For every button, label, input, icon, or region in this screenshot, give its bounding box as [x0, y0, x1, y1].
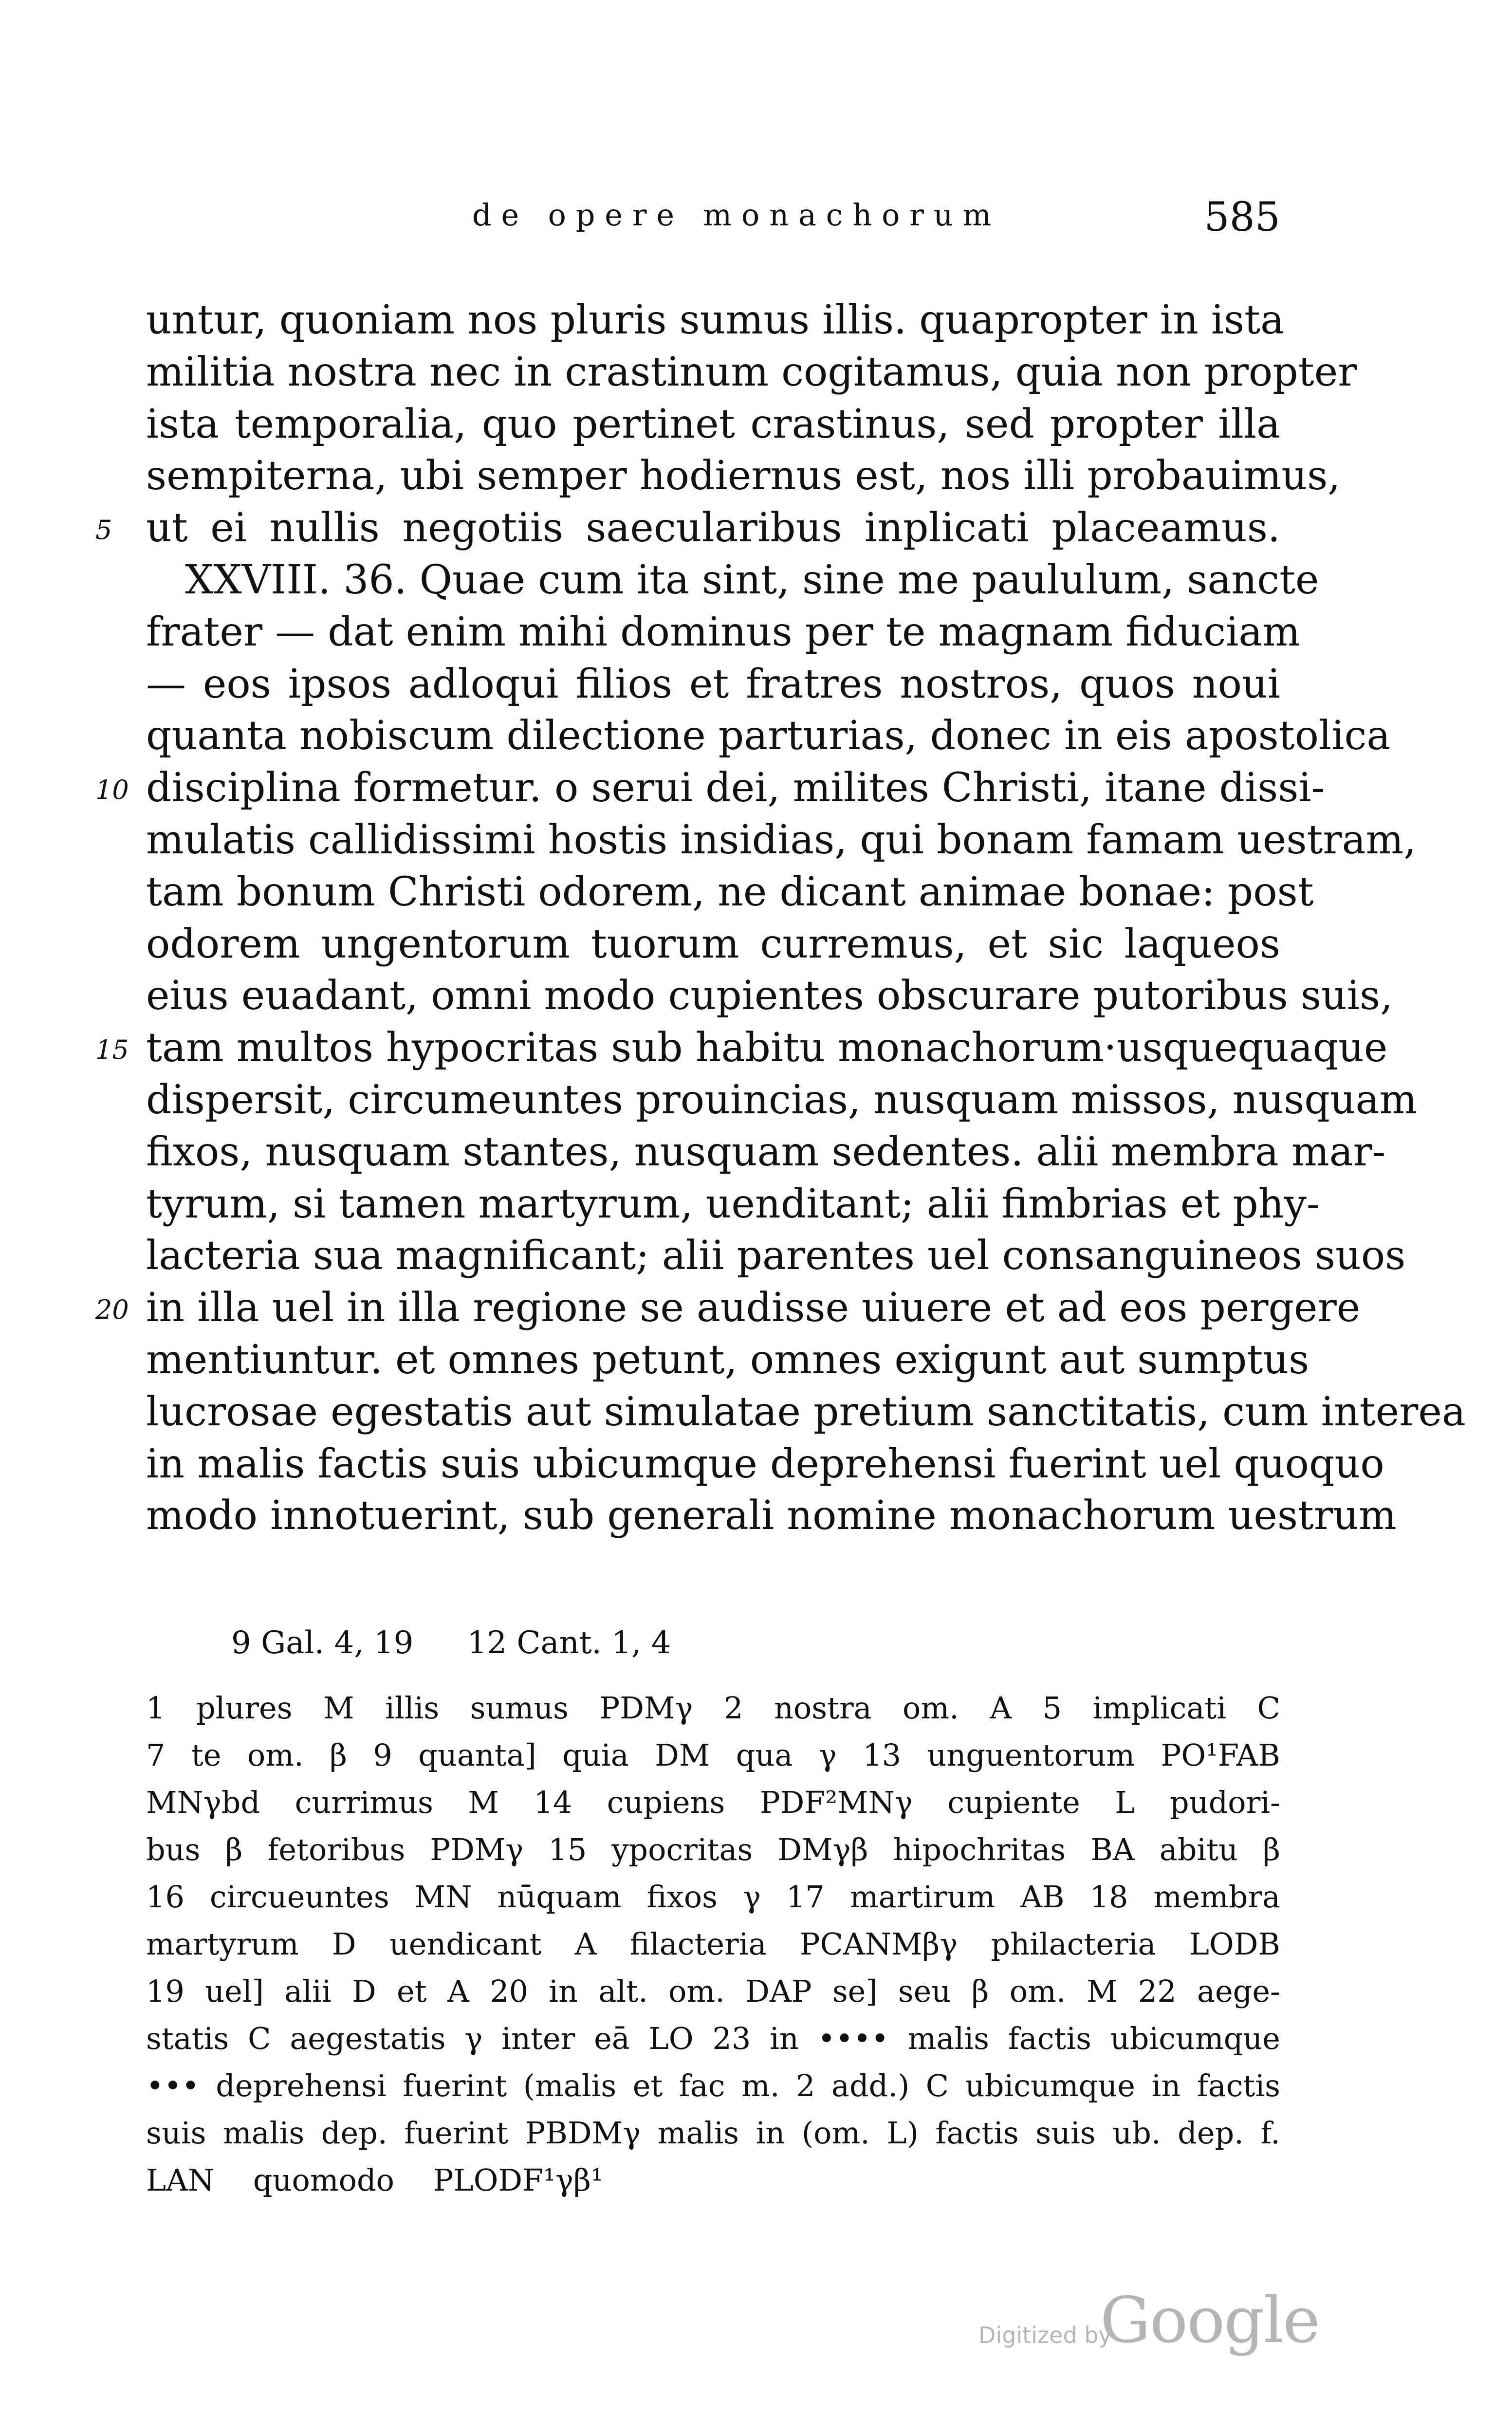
- apparatus-line: 16 circueuntes MN nūquam fixos γ 17 martirum AB 18 membra: [146, 1879, 1280, 1915]
- apparatus-line: 19 uel] alii D et A 20 in alt. om. DAP se] seu β om. M 22 aege-: [146, 1973, 1280, 2009]
- text-line: [0, 1282, 1512, 1334]
- text-line: [0, 762, 1512, 814]
- text-line: [0, 1438, 1512, 1491]
- text-line: [0, 1074, 1512, 1126]
- line-text: disciplina formetur. o serui dei, milites Christi, itane dissi-: [146, 765, 1325, 811]
- line-text: ista temporalia, quo pertinet crastinus, sed propter illa: [146, 401, 1280, 447]
- google-watermark: [978, 2283, 1320, 2366]
- line-text: militia nostra nec in crastinum cogitamus, quia non propter: [146, 349, 1357, 395]
- line-text: frater — dat enim mihi dominus per te magnam fiduciam: [146, 608, 1300, 655]
- reference: 12 Cant. 1, 4: [467, 1625, 671, 1661]
- apparatus-line: bus β fetoribus PDMγ 15 ypocritas DMγβ hipochritas BA abitu β: [146, 1832, 1280, 1867]
- text-line: [0, 1179, 1512, 1231]
- line-number: 15: [95, 1034, 129, 1066]
- line-text: quanta nobiscum dilectione parturias, donec in eis apostolica: [146, 713, 1391, 759]
- text-line: [0, 814, 1512, 867]
- text-line: [0, 1386, 1512, 1438]
- text-line: [0, 1490, 1512, 1542]
- line-text: ut ei nullis negotiis saecularibus inplicati placeamus.: [146, 505, 1280, 552]
- apparatus-line: 1 plures M illis sumus PDMγ 2 nostra om. A 5 implicati C: [146, 1690, 1280, 1726]
- scripture-references: [231, 1625, 715, 1661]
- apparatus-line: LAN quomodo PLODF¹γβ¹: [146, 2162, 603, 2198]
- line-text: fixos, nusquam stantes, nusquam sedentes. alii membra mar-: [146, 1128, 1386, 1175]
- line-text: mentiuntur. et omnes petunt, omnes exigunt aut sumptus: [146, 1336, 1309, 1383]
- text-line: [0, 295, 1512, 347]
- text-line: [0, 450, 1512, 502]
- line-text: eius euadant, omni modo cupientes obscurare putoribus suis,: [146, 973, 1393, 1019]
- text-line: [0, 919, 1512, 971]
- page-header: [146, 194, 1280, 251]
- apparatus-line: 7 te om. β 9 quanta] quia DM qua γ 13 unguentorum PO¹FAB: [146, 1737, 1280, 1773]
- line-text: lucrosae egestatis aut simulatae pretium sanctitatis, cum interea: [146, 1388, 1466, 1435]
- reference: 9 Gal. 4, 19: [231, 1625, 414, 1661]
- text-line: [0, 347, 1512, 399]
- apparatus-line: statis C aegestatis γ inter eā LO 23 in •••• malis factis ubicumque: [146, 2021, 1280, 2056]
- line-text: tam multos hypocritas sub habitu monachorum·usquequaque: [146, 1025, 1388, 1071]
- text-line: [0, 659, 1512, 711]
- digitized-by-text: Digitized by: [978, 2322, 1112, 2348]
- text-line: [0, 607, 1512, 659]
- line-text: in illa uel in illa regione se audisse uiuere et ad eos pergere: [146, 1285, 1361, 1331]
- line-text: mulatis callidissimi hostis insidias, qui bonam famam uestram,: [146, 816, 1417, 863]
- text-line: [0, 710, 1512, 762]
- text-line: [0, 867, 1512, 919]
- line-text: modo innotuerint, sub generali nomine monachorum uestrum: [146, 1493, 1397, 1539]
- text-line: [0, 970, 1512, 1022]
- apparatus-line: ••• deprehensi fuerint (malis et fac m. 2 add.) C ubicumque in factis: [146, 2068, 1280, 2103]
- line-text: dispersit, circumeuntes prouincias, nusquam missos, nusquam: [146, 1076, 1418, 1123]
- line-number: 10: [95, 774, 129, 806]
- apparatus-line: suis malis dep. fuerint PBDMγ malis in (om. L) factis suis ub. dep. f.: [146, 2115, 1280, 2151]
- main-text: [0, 295, 1512, 1542]
- apparatus-line: MNγbd currimus M 14 cupiens PDF²MNγ cupiente L pudori-: [146, 1785, 1280, 1820]
- text-line: [0, 1022, 1512, 1074]
- running-title: de opere monachorum: [472, 197, 1001, 233]
- text-line: [0, 554, 1512, 607]
- apparatus-line: martyrum D uendicant A filacteria PCANMβγ philacteria LODB: [146, 1926, 1280, 1962]
- text-line: [0, 1126, 1512, 1179]
- text-line: [0, 1334, 1512, 1386]
- line-number: 5: [95, 515, 112, 546]
- line-text: XXVIII. 36. Quae cum ita sint, sine me paululum, sancte: [185, 556, 1319, 603]
- line-text: odorem ungentorum tuorum curremus, et sic laqueos: [146, 921, 1280, 967]
- line-text: tyrum, si tamen martyrum, uenditant; alii fimbrias et phy-: [146, 1180, 1320, 1227]
- line-text: — eos ipsos adloqui filios et fratres nostros, quos noui: [146, 661, 1280, 707]
- line-text: untur, quoniam nos pluris sumus illis. quapropter in ista: [146, 297, 1285, 343]
- text-line: [0, 399, 1512, 451]
- line-text: sempiterna, ubi semper hodiernus est, nos illi probauimus,: [146, 453, 1341, 499]
- line-text: lacteria sua magnificant; alii parentes uel consanguineos suos: [146, 1233, 1406, 1279]
- page-number: 585: [1204, 194, 1280, 240]
- google-logo: Google: [1100, 2283, 1320, 2357]
- line-number: 20: [95, 1294, 129, 1326]
- line-text: in malis factis suis ubicumque deprehensi fuerint uel quoquo: [146, 1440, 1384, 1487]
- text-line: [0, 1230, 1512, 1282]
- line-text: tam bonum Christi odorem, ne dicant animae bonae: post: [146, 868, 1314, 915]
- text-line: [0, 502, 1512, 554]
